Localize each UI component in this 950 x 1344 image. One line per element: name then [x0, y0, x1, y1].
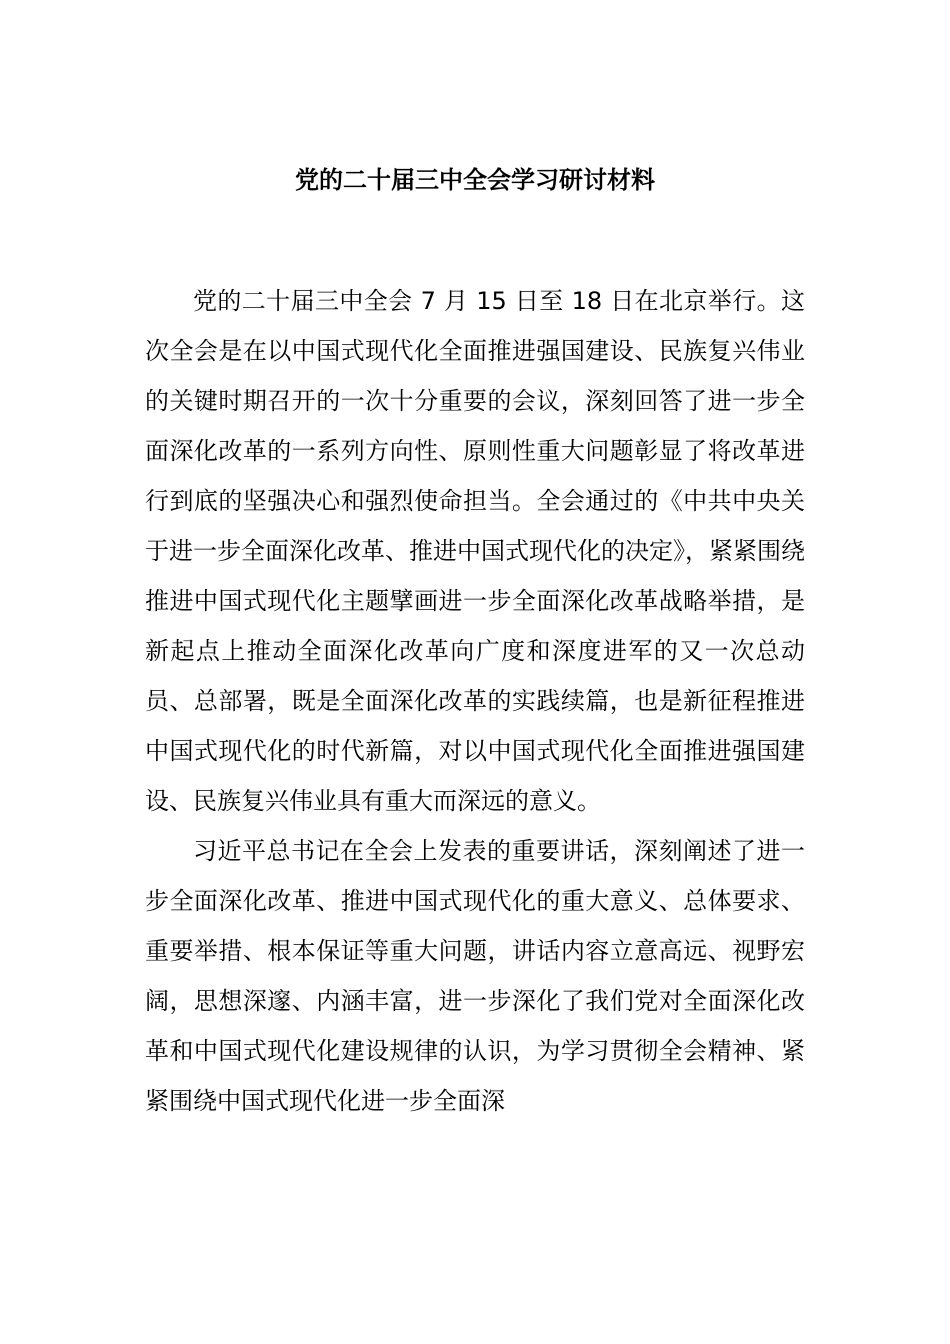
document-title: 党的二十届三中全会学习研讨材料 — [295, 166, 655, 194]
document-body — [145, 276, 805, 1126]
paragraph-1: 党的二十届三中全会 7 月 15 日至 18 日在北京举行。这次全会是在以中国式现代化全面推进强国建设、民族复兴伟业的关键时期召开的一次十分重要的会议，深刻回答了进一步全面深化改革的一系列方向性、原则性重大问题彰显了将改革进行到底的坚强决心和强烈使命担当。全会通过的《中共中央关于进一步全面深化改革、推进中国式现代化的决定》，紧紧围绕推进中国式现代化主题擘画进一步全面深化改革战略举措，是新起点上推动全面深化改革向广度和深度进军的又一次总动员、总部署，既是全面深化改革的实践续篇，也是新征程推进中国式现代化的时代新篇，对以中国式现代化全面推进强国建设、民族复兴伟业具有重大而深远的意义。 — [145, 287, 805, 815]
paragraph-2: 习近平总书记在全会上发表的重要讲话，深刻阐述了进一步全面深化改革、推进中国式现代化的重大意义、总体要求、重要举措、根本保证等重大问题，讲话内容立意高远、视野宏阔，思想深邃、内涵丰富，进一步深化了我们党对全面深化改革和中国式现代化建设规律的认识，为学习贯彻全会精神、紧紧围绕中国式现代化进一步全面深 — [145, 837, 805, 1115]
